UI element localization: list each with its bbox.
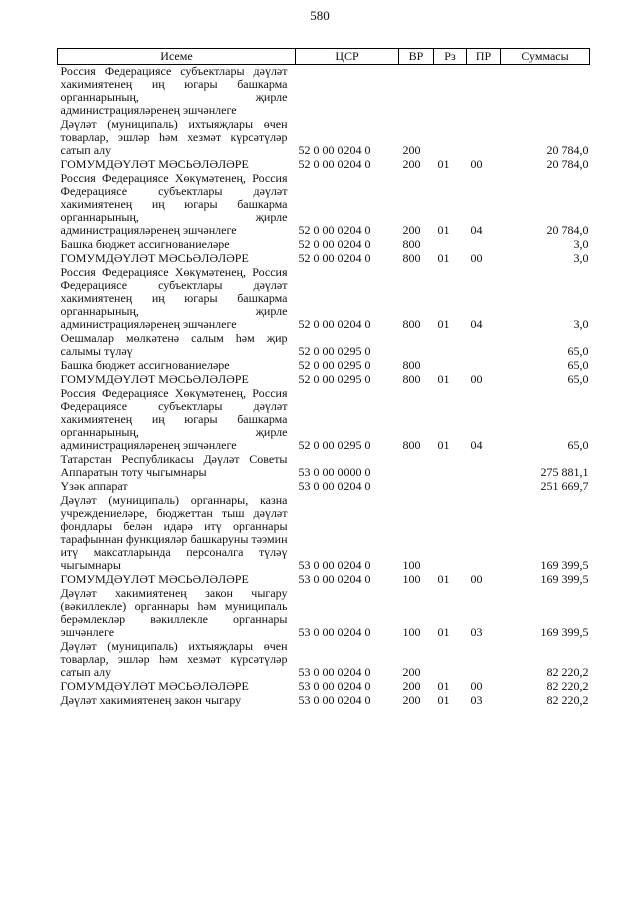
cell-sum: 275 881,1 <box>540 465 589 479</box>
header-rz: Рз <box>434 49 467 65</box>
header-name: Исеме <box>58 49 296 65</box>
cell-sum: 169 399,5 <box>540 572 589 586</box>
cell-pr <box>467 494 501 573</box>
cell-vr: 200 <box>402 157 421 171</box>
cell-csr: 52 0 00 0295 0 <box>298 344 371 358</box>
cell-rz <box>434 453 467 480</box>
table-row <box>58 373 590 387</box>
table-row <box>58 494 590 573</box>
cell-csr: 52 0 00 0204 0 <box>298 317 371 331</box>
cell-vr <box>399 480 434 494</box>
cell-rz <box>434 359 467 373</box>
cell-pr: 03 <box>470 625 483 639</box>
cell-pr: 04 <box>470 223 483 237</box>
cell-vr: 800 <box>402 251 421 265</box>
cell-rz <box>434 238 467 252</box>
cell-pr: 00 <box>470 372 483 386</box>
cell-name: Дәүләт (муниципаль) органнары, казна учреждениеләре, бюджеттан тыш дәүләт фондлары белән идарә итү органнары тарафыннан функцияләр башкаруны тәэмин итү максатларында персоналга түләү чыгымнары <box>60 493 288 572</box>
cell-sum: 169 399,5 <box>540 558 589 572</box>
cell-vr: 200 <box>402 665 421 679</box>
cell-rz <box>434 65 467 119</box>
table-row <box>58 694 590 708</box>
cell-csr: 53 0 00 0204 0 <box>298 693 371 707</box>
cell-sum: 65,0 <box>567 358 589 372</box>
table-body <box>58 65 590 709</box>
table-row <box>58 573 590 587</box>
cell-csr: 52 0 00 0295 0 <box>298 438 371 452</box>
cell-sum: 20 784,0 <box>546 157 589 171</box>
cell-vr: 200 <box>402 143 421 157</box>
cell-rz <box>434 118 467 158</box>
cell-csr <box>296 65 399 119</box>
cell-name: Оешмалар мөлкәтенә салым һәм җир салымы түләү <box>60 331 288 358</box>
cell-vr: 200 <box>402 693 421 707</box>
cell-sum: 20 784,0 <box>546 223 589 237</box>
cell-vr <box>399 65 434 119</box>
cell-name: Дәүләт (муниципаль) ихтыяҗлары өчен товарлар, эшләр һәм хезмәт күрсәтүләр сатып алу <box>60 117 288 157</box>
table-row <box>58 640 590 680</box>
cell-name: ГОМУМДӘҮЛӘТ МӘСЬӘЛӘЛӘРЕ <box>60 679 249 693</box>
cell-vr: 800 <box>402 237 421 251</box>
cell-name: Үзәк аппарат <box>60 479 128 493</box>
cell-rz: 01 <box>437 572 450 586</box>
cell-pr: 03 <box>470 693 483 707</box>
cell-pr <box>467 453 501 480</box>
cell-vr: 100 <box>402 558 421 572</box>
cell-csr: 52 0 00 0204 0 <box>298 237 371 251</box>
cell-vr: 800 <box>402 358 421 372</box>
header-vr: ВР <box>399 49 434 65</box>
cell-pr: 00 <box>470 679 483 693</box>
budget-table <box>57 48 590 708</box>
cell-sum: 3,0 <box>573 251 589 265</box>
cell-rz: 01 <box>437 625 450 639</box>
cell-pr <box>467 359 501 373</box>
table-row <box>58 118 590 158</box>
table-row <box>58 453 590 480</box>
table-row <box>58 65 590 119</box>
cell-pr <box>467 480 501 494</box>
cell-rz: 01 <box>437 438 450 452</box>
cell-rz: 01 <box>437 251 450 265</box>
table-row <box>58 158 590 172</box>
cell-name: Дәүләт хакимиятенең закон чыгару <box>60 693 242 707</box>
cell-name: ГОМУМДӘҮЛӘТ МӘСЬӘЛӘЛӘРЕ <box>60 157 249 171</box>
table-header <box>58 49 590 65</box>
cell-vr <box>399 332 434 359</box>
page-number: 580 <box>310 8 330 23</box>
cell-csr: 53 0 00 0204 0 <box>298 479 371 493</box>
header-pr: ПР <box>467 49 501 65</box>
cell-rz: 01 <box>437 317 450 331</box>
cell-vr: 800 <box>402 438 421 452</box>
cell-csr: 52 0 00 0204 0 <box>298 157 371 171</box>
cell-csr: 52 0 00 0204 0 <box>298 251 371 265</box>
cell-sum: 82 220,2 <box>546 693 589 707</box>
cell-sum: 82 220,2 <box>546 679 589 693</box>
cell-name: Россия Федерациясе Хөкүмәтенең, Россия Федерациясе субъектлары дәүләт хакимиятенең иң югары башкарма органнарының, җирле администрацияләренең эшчәнлеге <box>60 171 288 237</box>
cell-sum: 3,0 <box>573 317 589 331</box>
cell-pr: 00 <box>470 572 483 586</box>
cell-pr: 04 <box>470 438 483 452</box>
table-row <box>58 238 590 252</box>
cell-csr: 53 0 00 0204 0 <box>298 625 371 639</box>
cell-sum: 3,0 <box>573 237 589 251</box>
cell-name: Россия Федерациясе Хөкүмәтенең, Россия Федерациясе субъектлары дәүләт хакимиятенең иң югары башкарма органнарының, җирле администрацияләренең эшчәнлеге <box>60 265 288 331</box>
cell-sum: 251 669,7 <box>540 479 589 493</box>
cell-pr <box>467 118 501 158</box>
cell-csr: 53 0 00 0204 0 <box>298 679 371 693</box>
cell-pr <box>467 65 501 119</box>
table-row <box>58 172 590 238</box>
cell-csr: 52 0 00 0204 0 <box>298 223 371 237</box>
cell-name: ГОМУМДӘҮЛӘТ МӘСЬӘЛӘЛӘРЕ <box>60 251 249 265</box>
cell-rz <box>434 480 467 494</box>
table-row <box>58 587 590 640</box>
cell-csr: 53 0 00 0204 0 <box>298 665 371 679</box>
cell-name: ГОМУМДӘҮЛӘТ МӘСЬӘЛӘЛӘРЕ <box>60 572 249 586</box>
cell-name: ГОМУМДӘҮЛӘТ МӘСЬӘЛӘЛӘРЕ <box>60 372 249 386</box>
cell-rz <box>434 332 467 359</box>
cell-sum: 65,0 <box>567 344 589 358</box>
cell-pr <box>467 332 501 359</box>
cell-vr: 200 <box>402 679 421 693</box>
cell-rz <box>434 494 467 573</box>
table-row <box>58 480 590 494</box>
cell-pr <box>467 640 501 680</box>
cell-csr: 52 0 00 0295 0 <box>298 358 371 372</box>
cell-rz: 01 <box>437 372 450 386</box>
cell-rz: 01 <box>437 693 450 707</box>
cell-csr: 52 0 00 0295 0 <box>298 372 371 386</box>
cell-sum <box>501 65 590 119</box>
table-row <box>58 680 590 694</box>
table-row <box>58 359 590 373</box>
cell-name: Дәүләт хакимиятенең закон чыгару (вәкиллекле) органнары һәм муниципаль берәмлекләр вәкиллекле органнары эшчәнлеге <box>60 586 288 639</box>
table-row <box>58 332 590 359</box>
cell-vr: 100 <box>402 572 421 586</box>
cell-rz: 01 <box>437 679 450 693</box>
cell-pr: 04 <box>470 317 483 331</box>
cell-csr: 52 0 00 0204 0 <box>298 143 371 157</box>
cell-pr <box>467 238 501 252</box>
cell-name: Россия Федерациясе Хөкүмәтенең, Россия Федерациясе субъектлары дәүләт хакимиятенең иң югары башкарма органнарының, җирле администрацияләренең эшчәнлеге <box>60 386 288 452</box>
header-csr: ЦСР <box>296 49 399 65</box>
cell-rz: 01 <box>437 157 450 171</box>
cell-vr: 800 <box>402 317 421 331</box>
cell-sum: 65,0 <box>567 372 589 386</box>
cell-vr: 200 <box>402 223 421 237</box>
cell-vr: 800 <box>402 372 421 386</box>
cell-pr: 00 <box>470 157 483 171</box>
table-row <box>58 266 590 332</box>
cell-sum: 82 220,2 <box>546 665 589 679</box>
cell-sum: 20 784,0 <box>546 143 589 157</box>
table-row <box>58 252 590 266</box>
cell-rz <box>434 640 467 680</box>
cell-name: Башка бюджет ассигнованиеләре <box>60 237 230 251</box>
cell-vr <box>399 453 434 480</box>
cell-vr: 100 <box>402 625 421 639</box>
cell-sum: 169 399,5 <box>540 625 589 639</box>
cell-name: Россия Федерациясе субъектлары дәүләт хакимиятенең иң югары башкарма органнарының, җирле администрацияләренең эшчәнлеге <box>60 64 288 117</box>
cell-name: Башка бюджет ассигнованиеләре <box>60 358 230 372</box>
cell-csr: 53 0 00 0204 0 <box>298 572 371 586</box>
cell-rz: 01 <box>437 223 450 237</box>
table-row <box>58 387 590 453</box>
cell-sum: 65,0 <box>567 438 589 452</box>
cell-name: Татарстан Республикасы Дәүләт Советы Аппаратын тоту чыгымнары <box>60 452 288 479</box>
header-sum: Суммасы <box>501 49 590 65</box>
cell-pr: 00 <box>470 251 483 265</box>
cell-csr: 53 0 00 0000 0 <box>298 465 371 479</box>
cell-name: Дәүләт (муниципаль) ихтыяҗлары өчен товарлар, эшләр һәм хезмәт күрсәтүләр сатып алу <box>60 639 288 679</box>
cell-csr: 53 0 00 0204 0 <box>298 558 371 572</box>
